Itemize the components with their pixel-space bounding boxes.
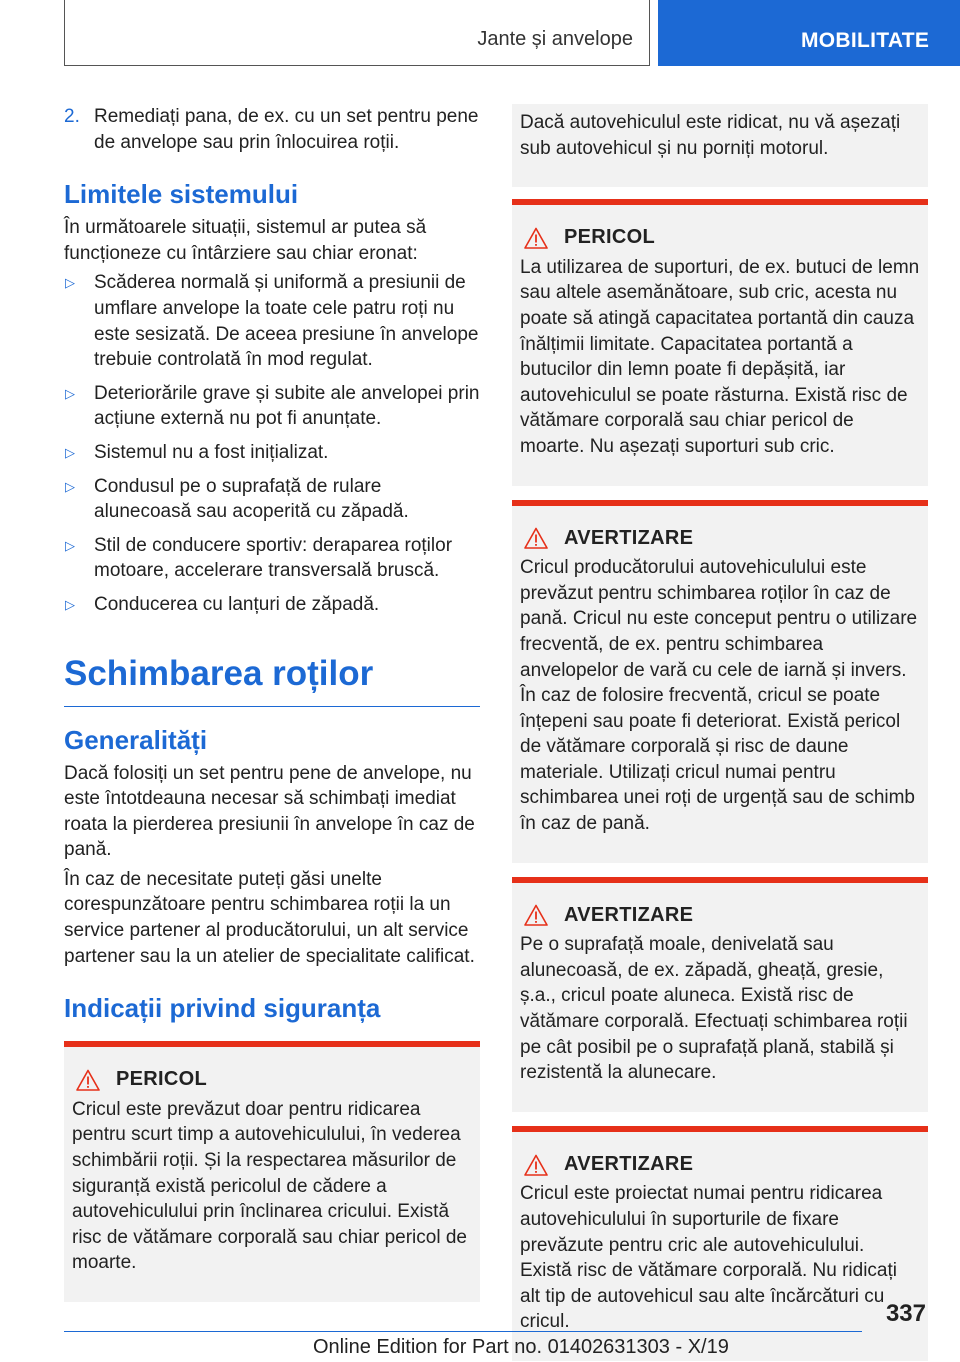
warning-box-danger [512,199,928,485]
warning-box-danger [64,1041,480,1302]
safety-heading: Indicații privind siguranța [64,993,381,1024]
header-chapter-tab: MOBILITATE [658,0,960,66]
limits-intro: În următoarele situații, sistemul ar putea să funcționeze cu întârziere sau chiar eronat: [64,217,427,264]
warning-box-caution [512,500,928,863]
step-text: Remediați pana, de ex. cu un set pentru pene de anvelope sau prin înlocuirea roții. [94,106,479,153]
warning-text: Cricul este proiectat numai pentru ridicarea autovehiculului în suporturile de fixare prevăzute pentru cric ale autovehiculului. Există risc de vătămare corporală. Nu ridicați alt tip de autovehicul sau alte încărcături cu cricul. [520,1183,897,1333]
warning-text: Cricul producătorului autovehiculului este prevăzut pentru schimbarea roților în caz de pană. Cricul nu este conceput pentru o utilizare frecventă, de ex. pentru schimbarea anvelopelor de vară cu cele de iarnă și invers. În caz de folosire frecventă, cricul se poate înțepeni sau poate fi deteriorat. Există pericol de vătămare corporală și risc de daune materiale. Utilizați cricul numai pentru schimbarea unei roți de urgență sau de schimb în caz de pană. [520,557,918,835]
header-section-title: Jante și anvelope [477,28,633,50]
continuation-text: Dacă autovehiculul este ridicat, nu vă așezați sub autovehicul și nu porniți motorul. [520,112,901,159]
step-number: 2. [64,106,80,127]
left-column [64,104,480,1302]
general-paragraph-1: Dacă folosiți un set pentru pene de anvelope, nu este întotdeauna necesar să schimbați imediat roata la pierderea presiunii în anvelope în caz de pană. [64,762,475,861]
general-heading: Generalități [64,724,208,755]
list-item: ▷ Scăderea normală și uniformă a presiunii de umflare anvelope la toate cele patru roți nu este sesizată. De aceea presiune în anvelope trebuie controlată în mod regulat. [65,272,479,371]
step-list [64,104,480,155]
warning-box-header [72,1067,472,1093]
warning-box-caution [512,1126,928,1361]
triangle-bullet-icon: ▷ [65,275,75,291]
warning-label: AVERTIZARE [564,1152,694,1175]
triangle-bullet-icon: ▷ [65,385,75,401]
limits-heading: Limitele sistemului [64,179,299,210]
warning-triangle-icon [76,1069,100,1091]
right-column [512,104,928,1362]
warning-triangle-icon [524,227,548,249]
wheel-change-heading: Schimbarea roților [64,654,480,707]
warning-box-header [520,225,920,251]
list-item: ▷ Condusul pe o suprafață de rulare alunecoasă sau acoperită cu zăpadă. [65,475,409,523]
warning-text: La utilizarea de suporturi, de ex. butuci de lemn sau altele asemănătoare, sub cric, acesta nu poate să atingă capacitatea portantă din cauza înălțimii limitate. Capacitatea portantă a butucilor din lemn poate fi depășită, iar autovehiculul se poate răsturna. Există risc de vătămare corporală sau chiar pericol de moarte. Nu așezați suporturi sub cric. [520,256,920,457]
warning-box-caution [512,877,928,1112]
list-item: ▷ Conducerea cu lanțuri de zăpadă. [64,592,480,618]
warning-triangle-icon [524,1154,548,1176]
page-number: 337 [885,1300,926,1327]
triangle-bullet-icon: ▷ [65,444,75,460]
warning-box-header [520,526,920,552]
warning-triangle-icon [524,904,548,926]
header-section-frame [64,0,650,66]
warning-box-header [520,903,920,929]
warning-box-header [520,1152,920,1178]
list-item: ▷ Deteriorările grave și subite ale anvelopei prin acțiune externă nu pot fi anunțate. [65,382,480,430]
list-item: ▷ Sistemul nu a fost inițializat. [64,440,480,466]
general-paragraph-2: În caz de necesitate puteți găsi unelte corespunzătoare pentru schimbarea roții la un service partener al producătorului, un alt service partener sau la un atelier de specialitate calificat. [64,868,475,967]
limits-list [64,270,480,617]
warning-triangle-icon [524,527,548,549]
warning-text: Pe o suprafață moale, denivelată sau alunecoasă, de ex. zăpadă, gheață, gresie, ș.a., cricul poate aluneca. Există risc de vătămare corporală. Efectuați schimbarea roții pe cât posibil pe o suprafață plană, stabilă și rezistentă la alunecare. [520,934,908,1084]
warning-label: PERICOL [116,1068,207,1091]
triangle-bullet-icon: ▷ [65,596,75,612]
footer-edition: Online Edition for Part no. 01402631303 - X/19 [313,1336,729,1358]
warning-label: PERICOL [564,226,655,249]
triangle-bullet-icon: ▷ [65,478,75,494]
warning-label: AVERTIZARE [564,903,694,926]
list-item: ▷ Stil de conducere sportiv: deraparea roților motoare, accelerare transversală bruscă. [65,534,453,582]
triangle-bullet-icon: ▷ [65,537,75,553]
warning-text: Cricul este prevăzut doar pentru ridicarea pentru scurt timp a autovehiculului, în vederea schimbării roții. Și la respectarea măsurilor de siguranță există pericolul de cădere a autovehiculului prin înclinarea cricului. Există risc de vătămare corporală sau chiar pericol de moarte. [72,1098,467,1274]
warning-label: AVERTIZARE [564,526,694,549]
step-item [64,104,480,155]
footer-divider [64,1331,862,1332]
continuation-box [512,104,928,187]
